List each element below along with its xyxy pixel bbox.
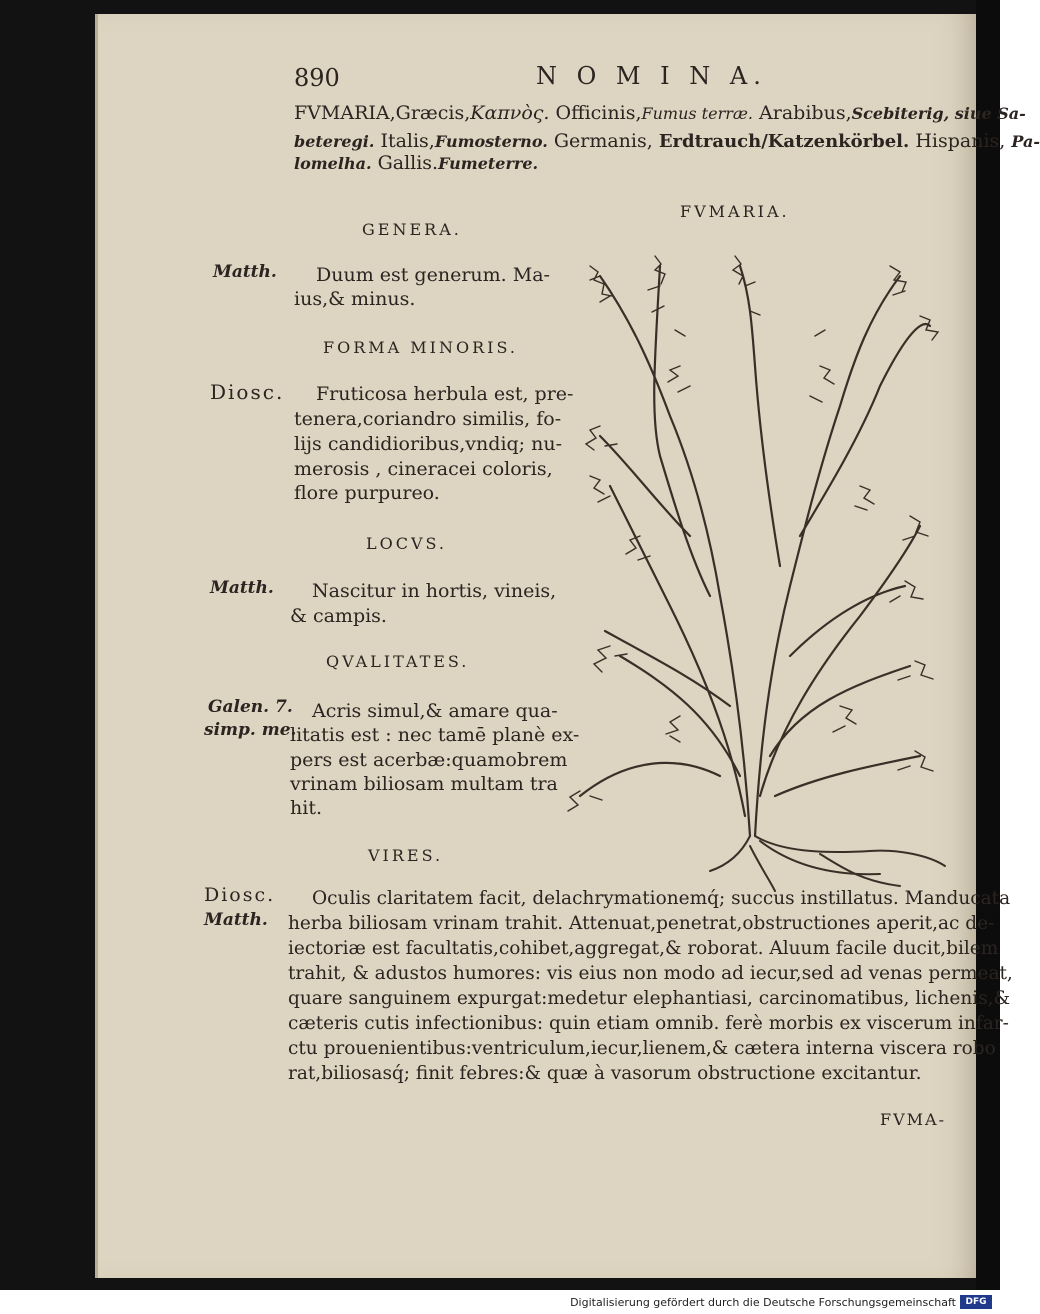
vires-line-7: ctu prouenientibus:ventriculum,iecur,lienem,& cætera interna viscera robo: [288, 1038, 996, 1059]
greek-name: Καπνὸς.: [470, 102, 550, 124]
vires-line-6: cæteris cutis infectionibus: quin etiam omnib. ferè morbis ex viscerum infar-: [288, 1013, 1009, 1034]
margin-note-vires-2: Matth.: [204, 910, 268, 930]
section-heading-genera: GENERA.: [362, 220, 462, 239]
spanish-name-cont: lomelha.: [294, 154, 372, 173]
digitization-footer: [0, 1292, 1000, 1314]
vires-line-5: quare sanguinem expurgat:medetur elephantiasi, carcinomatibus, lichenis,&: [288, 988, 1011, 1009]
qualitates-line-1: Acris simul,& amare qua-: [312, 700, 558, 722]
forma-line-2: tenera,coriandro similis, fo-: [294, 408, 562, 430]
intro-text: Officinis,: [555, 102, 642, 124]
intro-text: Germanis,: [553, 130, 653, 152]
margin-note-qualitates-1: Galen. 7.: [208, 697, 293, 717]
page-number: 890: [294, 64, 340, 92]
catchword: FVMA-: [880, 1110, 946, 1129]
intro-text: Hispanis,: [915, 130, 1006, 152]
intro-text: Italis,: [380, 130, 435, 152]
officinal-name: Fumus terræ.: [641, 104, 753, 123]
vires-line-3: iectoriæ est facultatis,cohibet,aggregat,& roborat. Aluum facile ducit,bilem: [288, 938, 999, 959]
margin-note-qualitates-2: simp. me.: [204, 720, 297, 740]
spanish-name: Pa-: [1011, 132, 1040, 151]
french-name: Fumeterre.: [438, 154, 539, 173]
intro-text: FVMARIA,Græcis,: [294, 102, 471, 124]
vires-line-8: rat,biliosasq́; finit febres:& quæ à vasorum obstructione excitantur.: [288, 1063, 922, 1084]
genera-line-1: Duum est generum. Ma-: [316, 264, 550, 286]
genera-line-2: ius,& minus.: [294, 288, 416, 310]
section-heading-qualitates: QVALITATES.: [326, 652, 470, 671]
dfg-logo: DFG: [960, 1295, 992, 1309]
fumaria-woodcut-illustration: [560, 236, 950, 896]
margin-note-locus: Matth.: [210, 578, 274, 598]
forma-line-3: lijs candidioribus,vndiq; nu-: [294, 433, 563, 455]
intro-line-2: [294, 130, 1040, 152]
intro-text: Arabibus,: [759, 102, 852, 124]
vires-line-2: herba biliosam vrinam trahit. Attenuat,penetrat,obstructiones aperit,ac de-: [288, 913, 995, 934]
intro-line-1: [294, 102, 1026, 124]
forma-line-4: merosis , cineracei coloris,: [294, 458, 553, 480]
arabic-name-cont: beteregi.: [294, 132, 375, 151]
figure-caption: FVMARIA.: [680, 202, 790, 221]
qualitates-line-2: litatis est : nec tamē planè ex-: [290, 724, 580, 746]
book-spine-shadow: [976, 0, 1000, 1290]
running-title: N O M I N A.: [536, 62, 767, 90]
section-heading-vires: VIRES.: [368, 846, 444, 865]
margin-note-genera: Matth.: [213, 262, 277, 282]
arabic-name: Scebiterig, siue Sa-: [851, 104, 1026, 123]
margin-note-vires-1: Diosc.: [204, 884, 276, 906]
section-heading-forma: FORMA MINORIS.: [323, 338, 518, 357]
margin-note-forma: Diosc.: [210, 380, 285, 404]
forma-line-5: flore purpureo.: [294, 482, 440, 504]
intro-text: Gallis.: [377, 152, 439, 174]
qualitates-line-5: hit.: [290, 797, 322, 819]
locus-line-1: Nascitur in hortis, vineis,: [312, 580, 557, 602]
vires-line-1: Oculis claritatem facit, delachrymationemq́; succus instillatus. Manducata: [312, 888, 1011, 909]
section-heading-locus: LOCVS.: [366, 534, 448, 553]
qualitates-line-4: vrinam biliosam multam tra: [290, 773, 558, 795]
forma-line-1: Fruticosa herbula est, pre-: [316, 383, 574, 405]
italian-name: Fumosterno.: [434, 132, 548, 151]
qualitates-line-3: pers est acerbæ:quamobrem: [290, 749, 568, 771]
footer-text: Digitalisierung gefördert durch die Deutsche Forschungsgemeinschaft: [570, 1296, 956, 1309]
locus-line-2: & campis.: [290, 605, 387, 627]
intro-line-3: [294, 152, 538, 174]
vires-line-4: trahit, & adustos humores: vis eius non modo ad iecur,sed ad venas permeat,: [288, 963, 1013, 984]
german-name: Erdtrauch/Katzenkörbel.: [658, 131, 910, 152]
